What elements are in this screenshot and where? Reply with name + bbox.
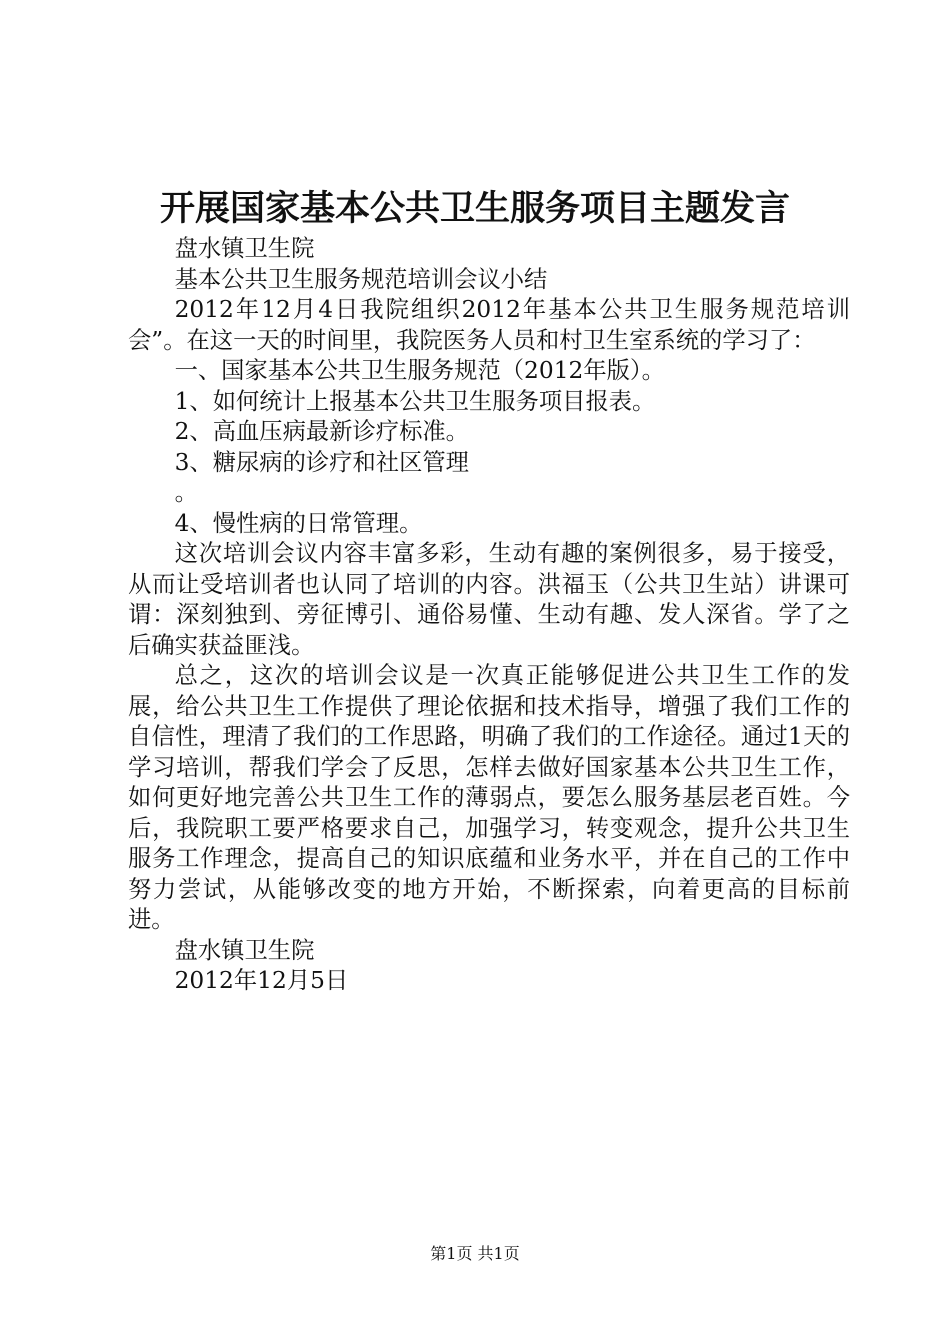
paragraph-item-1: 一、国家基本公共卫生服务规范（2012年版）。 bbox=[174, 357, 665, 384]
paragraph-org-name: 盘水镇卫生院 bbox=[174, 235, 315, 262]
document-body bbox=[128, 234, 850, 997]
paragraph-date: 2012年12月5日 bbox=[174, 967, 349, 994]
paragraph-review: 这次培训会议内容丰富多彩，生动有趣的案例很多，易于接受，从而让受培训者也认同了培训的内容。洪福玉（公共卫生站）讲课可谓：深刻独到、旁征博引、通俗易懂、生动有趣、发人深省。学了之后确实获益匪浅。 bbox=[128, 540, 850, 659]
paragraph-item-4-period: 。 bbox=[174, 479, 198, 506]
paragraph-item-3: 2、高血压病最新诊疗标准。 bbox=[174, 418, 469, 445]
paragraph-summary: 总之，这次的培训会议是一次真正能够促进公共卫生工作的发展，给公共卫生工作提供了理论依据和技术指导，增强了我们工作的自信性，理清了我们的工作思路，明确了我们的工作途径。通过1天的学习培训，帮我们学会了反思，怎样去做好国家基本公共卫生工作，如何更好地完善公共卫生工作的薄弱点，要怎么服务基层老百姓。今后，我院职工要严格要求自己，加强学习，转变观念，提升公共卫生服务工作理念，提高自己的知识底蕴和业务水平，并在自己的工作中努力尝试，从能够改变的地方开始，不断探索，向着更高的目标前进。 bbox=[128, 662, 850, 933]
page-footer: 第1页 共1页 bbox=[430, 1244, 520, 1263]
paragraph-item-5: 4、慢性病的日常管理。 bbox=[174, 509, 423, 537]
paragraph-intro: 2012年12月4日我院组织2012年基本公共卫生服务规范培训会”。在这一天的时间里，我院医务人员和村卫生室系统的学习了： bbox=[128, 296, 850, 354]
paragraph-item-4: 3、糖尿病的诊疗和社区管理 bbox=[174, 448, 469, 476]
paragraph-item-2: 1、如何统计上报基本公共卫生服务项目报表。 bbox=[174, 387, 656, 415]
paragraph-signature: 盘水镇卫生院 bbox=[174, 936, 315, 964]
paragraph-subtitle: 基本公共卫生服务规范培训会议小结 bbox=[174, 265, 548, 293]
document-title: 开展国家基本公共卫生服务项目主题发言 bbox=[159, 188, 790, 229]
